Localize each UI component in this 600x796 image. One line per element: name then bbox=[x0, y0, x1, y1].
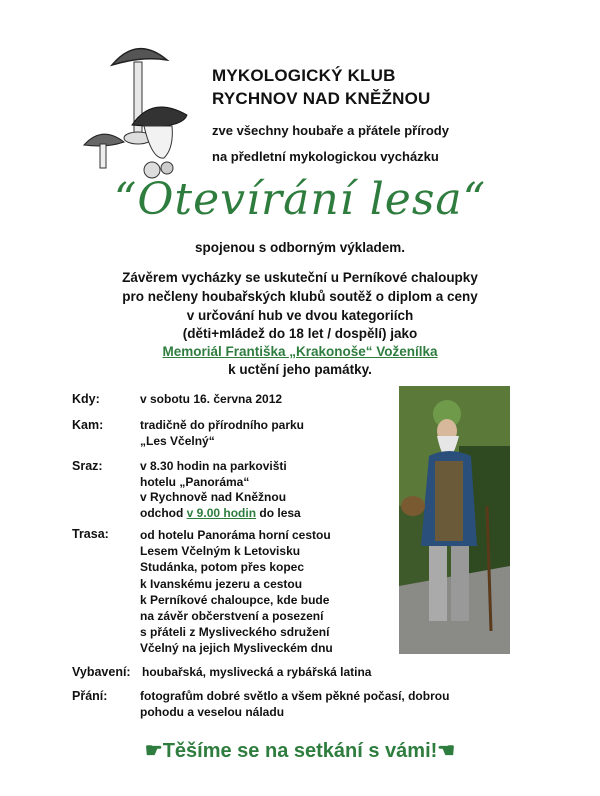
route-line: Včelný na jejich Mysliveckém dnu bbox=[140, 641, 333, 656]
route-line: od hotelu Panoráma horní cestou bbox=[140, 528, 331, 542]
memorial-name bbox=[0, 344, 600, 359]
invitation-line1: zve všechny houbaře a přátele přírody bbox=[212, 123, 449, 138]
event-subtitle: spojenou s odborným výkladem. bbox=[194, 240, 406, 255]
club-name-line1: MYKOLOGICKÝ KLUB bbox=[212, 66, 396, 85]
paragraph-line: v určování hub ve dvou kategoriích bbox=[186, 308, 414, 323]
memorial-text: Memoriál Františka „Krakonoše“ Voženílka bbox=[162, 344, 438, 359]
wish-value bbox=[140, 689, 540, 720]
where-line: tradičně do přírodního parku bbox=[140, 418, 305, 432]
club-name-line2: RYCHNOV NAD KNĚŽNOU bbox=[212, 89, 431, 108]
meeting-line bbox=[140, 506, 390, 522]
meeting-label: Sraz: bbox=[72, 459, 103, 473]
invitation-line2: na předletní mykologickou vycházku bbox=[212, 149, 439, 164]
paragraph-line: Závěrem vycházky se uskuteční u Perníkové chaloupky bbox=[122, 270, 478, 285]
departure-time: v 9.00 hodin bbox=[186, 505, 257, 520]
departure-suffix: do lesa bbox=[256, 505, 301, 520]
departure-prefix: odchod bbox=[140, 505, 187, 520]
paragraph-line: pro nečleny houbařských klubů soutěž o diplom a ceny bbox=[122, 289, 478, 304]
route-line: k Perníkové chaloupce, kde bude bbox=[140, 592, 330, 607]
paragraph-line: k uctění jeho památky. bbox=[228, 362, 372, 377]
route-line: k Ivanskému jezeru a cestou bbox=[140, 576, 303, 591]
route-value bbox=[140, 527, 390, 657]
where-value bbox=[140, 418, 390, 449]
meeting-value bbox=[140, 459, 390, 521]
wish-line: fotografům dobré světlo a všem pěkné počasí, dobrou bbox=[140, 689, 450, 703]
equipment-label: Vybavení: bbox=[72, 665, 131, 679]
meeting-line: hotelu „Panoráma“ bbox=[140, 474, 250, 489]
where-label: Kam: bbox=[72, 418, 104, 432]
equipment-value: houbařská, myslivecká a rybářská latina bbox=[142, 665, 372, 679]
event-title: “Otevírání lesa“ bbox=[113, 174, 487, 225]
route-line: Lesem Včelným k Letovisku bbox=[140, 544, 301, 559]
photo-bearded-man bbox=[399, 386, 510, 654]
paragraph-line: (děti+mládež do 18 let / dospělí) jako bbox=[182, 326, 418, 341]
route-line: s přáteli z Mysliveckého sdružení bbox=[140, 625, 330, 640]
closing-greeting: ☛Těšíme se na setkání s vámi!☚ bbox=[144, 740, 456, 762]
wish-label: Přání: bbox=[72, 689, 108, 703]
meeting-line: v Rychnově nad Kněžnou bbox=[140, 490, 287, 504]
route-line: Studánka, potom přes kopec bbox=[140, 560, 305, 575]
meeting-line: v 8.30 hodin na parkovišti bbox=[140, 459, 287, 473]
mushroom-drawing bbox=[72, 30, 207, 180]
route-line: na závěr občerstvení a posezení bbox=[140, 609, 324, 624]
where-line: „Les Včelný“ bbox=[140, 433, 215, 448]
when-value: v sobotu 16. června 2012 bbox=[140, 392, 283, 406]
when-label: Kdy: bbox=[72, 392, 100, 406]
wish-line: pohodu a veselou náladu bbox=[140, 704, 285, 719]
route-label: Trasa: bbox=[72, 527, 109, 541]
